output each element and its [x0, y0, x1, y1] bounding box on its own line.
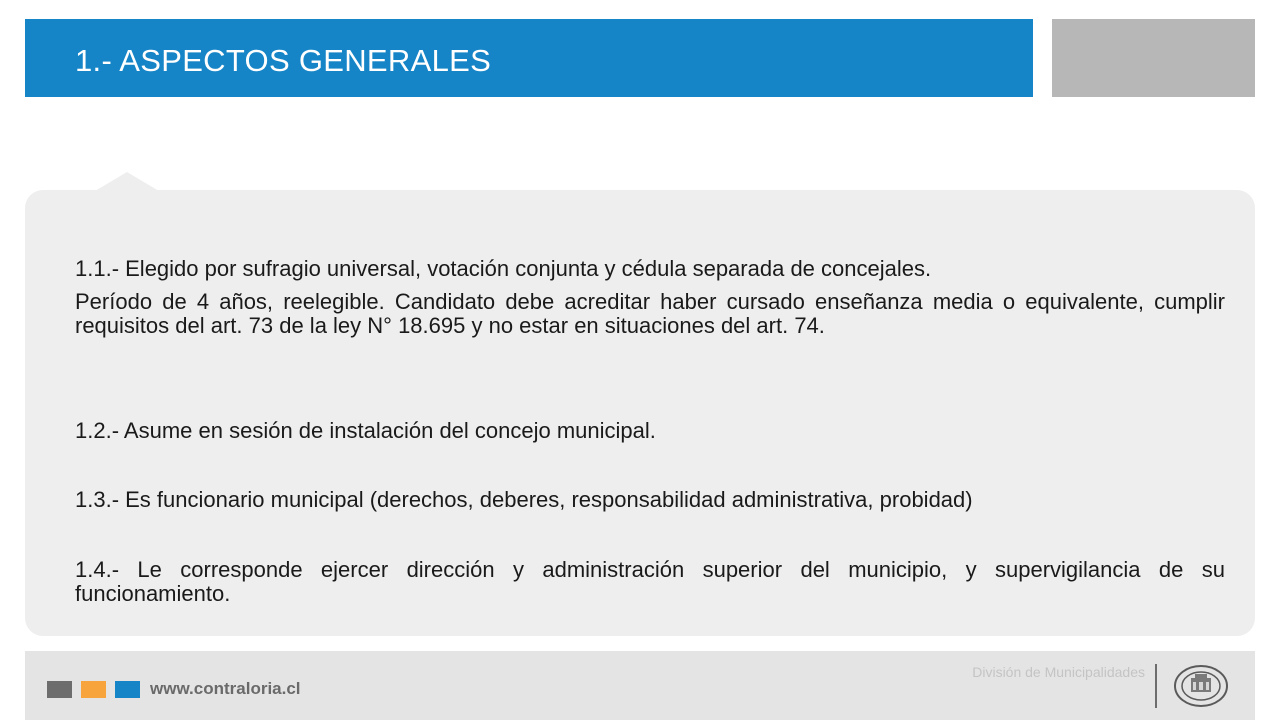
footer-square-orange [81, 681, 106, 698]
paragraph-1-4: 1.4.- Le corresponde ejercer dirección y administración superior del municipio, y supervigilancia de su funcionamiento. [75, 557, 1225, 607]
paragraph-1-3: 1.3.- Es funcionario municipal (derechos, deberes, responsabilidad administrativa, probidad) [75, 487, 973, 512]
header-gray-block [1052, 19, 1255, 97]
title-bar [25, 19, 1033, 97]
paragraph-periodo: Período de 4 años, reelegible. Candidato debe acreditar haber cursado enseñanza media o equivalente, cumplir requisitos del art. 73 de la ley N° 18.695 y no estar en situaciones del art. 74. [75, 289, 1225, 339]
contraloria-seal-icon [1173, 664, 1229, 708]
paragraph-1-2: 1.2.- Asume en sesión de instalación del concejo municipal. [75, 418, 656, 443]
content-box-pointer [95, 172, 159, 191]
footer-square-gray [47, 681, 72, 698]
slide-title: 1.- ASPECTOS GENERALES [75, 43, 492, 78]
footer-square-blue [115, 681, 140, 698]
paragraph-1-1: 1.1.- Elegido por sufragio universal, votación conjunta y cédula separada de concejales. [75, 256, 932, 281]
footer-division-label: División de Municipalidades [972, 664, 1145, 680]
footer [25, 651, 1255, 720]
footer-divider [1155, 664, 1157, 708]
footer-website-link[interactable]: www.contraloria.cl [150, 679, 301, 698]
